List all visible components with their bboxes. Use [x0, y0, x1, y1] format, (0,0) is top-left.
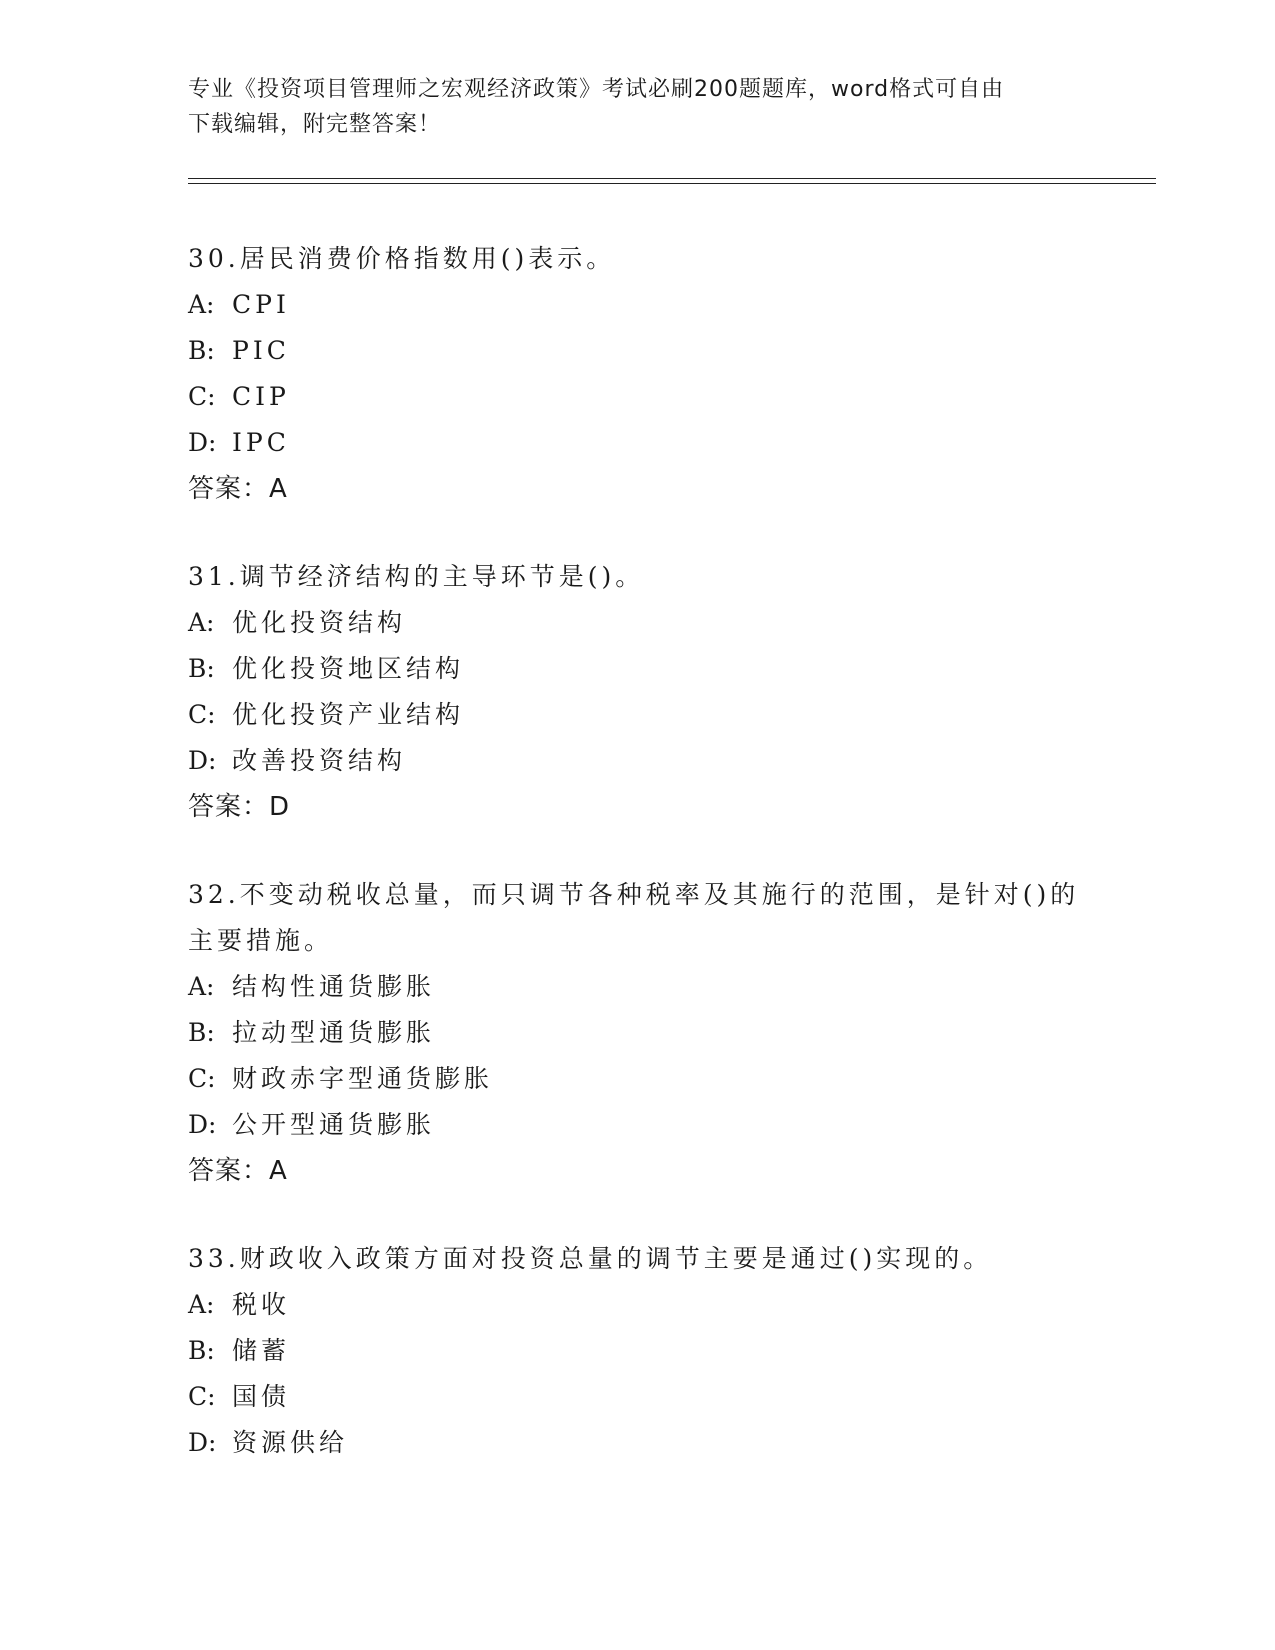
option-text: 资源供给	[232, 1428, 349, 1457]
option-b	[188, 328, 1088, 374]
option-label: A:	[188, 290, 215, 319]
option-text: 改善投资结构	[232, 746, 407, 775]
question-text	[188, 554, 1088, 600]
option-label: D:	[188, 428, 217, 457]
option-label: B:	[188, 1018, 215, 1047]
option-b	[188, 1328, 1088, 1374]
header-divider-top	[188, 178, 1156, 179]
option-label: A:	[188, 608, 215, 637]
question-text	[188, 1236, 1088, 1282]
question-number: 30.	[188, 244, 240, 273]
option-label: D:	[188, 1428, 217, 1457]
option-d	[188, 420, 1088, 466]
option-label: B:	[188, 654, 215, 683]
option-label: C:	[188, 700, 216, 729]
option-text: CPI	[232, 290, 290, 319]
option-b	[188, 646, 1088, 692]
question-stem: 居民消费价格指数用()表示。	[239, 244, 616, 273]
option-label: C:	[188, 1382, 216, 1411]
question-stem: 调节经济结构的主导环节是()。	[239, 562, 645, 591]
question-number: 33.	[188, 1244, 240, 1273]
answer: 答案：D	[188, 792, 291, 822]
option-text: 公开型通货膨胀	[232, 1110, 436, 1139]
question-stem: 不变动税收总量，而只调节各种税率及其施行的范围，是针对()的主要措施。	[188, 880, 1080, 955]
option-text: 财政赤字型通货膨胀	[232, 1064, 494, 1093]
answer: 答案：A	[188, 1156, 288, 1186]
answer: 答案：A	[188, 474, 288, 504]
option-c	[188, 692, 1088, 738]
option-a	[188, 282, 1088, 328]
option-text: 储蓄	[232, 1336, 291, 1365]
option-d	[188, 738, 1088, 784]
header-divider-bottom	[188, 183, 1156, 184]
option-a	[188, 1282, 1088, 1328]
option-label: C:	[188, 382, 216, 411]
question-33	[188, 1236, 1088, 1466]
question-text	[188, 872, 1088, 964]
option-label: A:	[188, 1290, 215, 1319]
option-text: 优化投资产业结构	[232, 700, 465, 729]
option-text: 税收	[232, 1290, 291, 1319]
header-line-1: 专业《投资项目管理师之宏观经济政策》考试必刷200题题库，word格式可自由	[188, 77, 1005, 102]
option-label: B:	[188, 336, 215, 365]
option-c	[188, 374, 1088, 420]
option-label: A:	[188, 972, 215, 1001]
option-label: D:	[188, 1110, 217, 1139]
header-line-2: 下载编辑，附完整答案！	[188, 112, 442, 137]
option-text: 拉动型通货膨胀	[232, 1018, 436, 1047]
option-label: C:	[188, 1064, 216, 1093]
option-text: CIP	[232, 382, 290, 411]
option-text: 优化投资结构	[232, 608, 407, 637]
document-header	[188, 72, 1088, 142]
question-31	[188, 554, 1088, 830]
option-text: PIC	[232, 336, 290, 365]
option-c	[188, 1374, 1088, 1420]
option-label: B:	[188, 1336, 215, 1365]
question-number: 31.	[188, 562, 240, 591]
question-list	[188, 236, 1088, 1508]
option-b	[188, 1010, 1088, 1056]
question-number: 32.	[188, 880, 240, 909]
option-d	[188, 1420, 1088, 1466]
option-label: D:	[188, 746, 217, 775]
question-stem: 财政收入政策方面对投资总量的调节主要是通过()实现的。	[239, 1244, 993, 1273]
option-a	[188, 600, 1088, 646]
question-30	[188, 236, 1088, 512]
option-d	[188, 1102, 1088, 1148]
option-text: IPC	[232, 428, 290, 457]
option-text: 结构性通货膨胀	[232, 972, 436, 1001]
question-32	[188, 872, 1088, 1194]
option-c	[188, 1056, 1088, 1102]
option-a	[188, 964, 1088, 1010]
question-text	[188, 236, 1088, 282]
option-text: 国债	[232, 1382, 291, 1411]
option-text: 优化投资地区结构	[232, 654, 465, 683]
